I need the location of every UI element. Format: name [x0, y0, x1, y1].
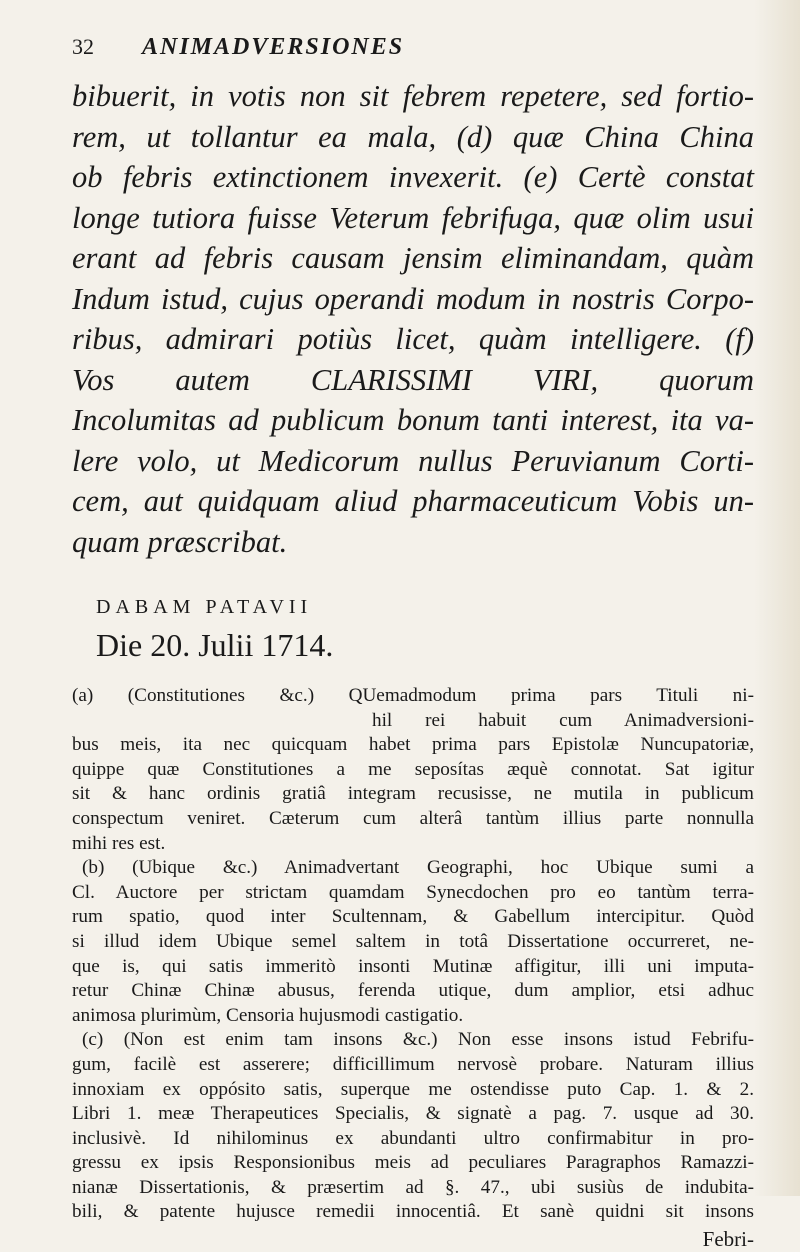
footnote-line: nianæ Dissertationis, & præsertim ad §. 47., ubi susiùs de indubita- — [72, 1176, 754, 1198]
footnote-line: (b) (Ubique &c.) Animadvertant Geographi, hoc Ubique sumi a — [82, 857, 754, 879]
footnote-line: animosa plurimùm, Censoria hujusmodi castigatio. — [72, 1004, 464, 1026]
footnote-line: sit & hanc ordinis gratiâ integram recusisse, ne mutila in publicum — [72, 783, 754, 805]
main-text-line: erant ad febris causam jensim eliminandam, quàm — [72, 241, 754, 275]
main-text-line: Incolumitas ad publicum bonum tanti interest, ita va- — [72, 403, 754, 437]
footnote-line: bus meis, ita nec quicquam habet prima pars Epistolæ Nuncupatoriæ, — [72, 734, 754, 756]
footnote-line: Libri 1. meæ Therapeutices Specialis, & signatè a pag. 7. usque ad 30. — [72, 1103, 754, 1125]
main-text-line: Indum istud, cujus operandi modum in nostris Corpo- — [72, 281, 754, 316]
book-page — [72, 34, 754, 1252]
footnote-line: bili, & patente hujusce remedii innocentiâ. Et sanè quidni sit insons — [72, 1201, 754, 1223]
main-text-line: cem, aut quidquam aliud pharmaceuticum Vobis un- — [72, 484, 754, 518]
catchword: Febri- — [702, 1227, 754, 1252]
page-edge-stain — [754, 0, 800, 1196]
footnote-line: gum, facilè est asserere; difficillimum nervosè probare. Naturam illius — [72, 1053, 754, 1075]
footnote-line: quippe quæ Constitutiones a me seposítas æquè connotat. Sat igitur — [72, 758, 754, 780]
footnote-line: (a) (Constitutiones &c.) QUemadmodum prima pars Tituli ni- — [72, 685, 754, 706]
main-text-line: Vos autem CLARISSIMI VIRI, quorum — [72, 362, 754, 397]
signature-place: DABAM PATAVII — [96, 596, 313, 618]
footnote-line: que is, qui satis immeritò insonti Mutinæ affigitur, illi uni imputa- — [72, 955, 754, 977]
running-title: ANIMADVERSIONES — [142, 34, 405, 60]
main-text-line: lere volo, ut Medicorum nullus Peruvianum Corti- — [72, 443, 754, 478]
footnote-line: gressu ex ipsis Responsionibus meis ad peculiares Paragraphos Ramazzi- — [72, 1152, 754, 1174]
main-text-line: ob febris extinctionem invexerit. (e) Certè constat — [72, 160, 754, 194]
signature-block — [72, 596, 754, 664]
footnote-line: mihi res est. — [72, 832, 166, 854]
main-text-line: bibuerit, in votis non sit febrem repetere, sed fortio- — [72, 79, 754, 113]
main-text — [72, 76, 754, 562]
page-number: 32 — [72, 34, 94, 59]
footnote-line: rum spatio, quod inter Scultennam, & Gabellum intercipitur. Quòd — [72, 906, 754, 928]
footnote-line: hil rei habuit cum Animadversioni- — [372, 709, 754, 731]
footnote-line: inclusivè. Id nihilominus ex abundanti ultro confirmabitur in pro- — [72, 1127, 754, 1149]
footnote-line: conspectum veniret. Cæterum cum alterâ tantùm illius parte nonnulla — [72, 807, 754, 829]
footnote-line: (c) (Non est enim tam insons &c.) Non esse insons istud Febrifu- — [82, 1029, 754, 1051]
main-text-line: ribus, admirari potiùs licet, quàm intelligere. (f) — [72, 322, 754, 356]
signature-date: Die 20. Julii 1714. — [96, 627, 334, 663]
page-header — [72, 34, 754, 74]
footnote-line: innoxiam ex oppósito satis, superque me ostendisse puto Cap. 1. & 2. — [72, 1078, 754, 1100]
main-text-line: rem, ut tollantur ea mala, (d) quæ China China — [72, 119, 754, 154]
main-text-line: longe tutiora fuisse Veterum febrifuga, quæ olim usui — [72, 200, 754, 235]
footnote-line: Cl. Auctore per strictam quamdam Synecdochen pro eo tantùm terra- — [72, 881, 754, 903]
main-text-line: quam præscribat. — [72, 524, 288, 559]
footnote-line: retur Chinæ Chinæ abusus, ferenda utique, dum amplior, etsi adhuc — [72, 980, 754, 1002]
footnote-line: si illud idem Ubique semel saltem in totâ Dissertatione occurreret, ne- — [72, 930, 754, 952]
footnotes — [72, 684, 754, 1225]
